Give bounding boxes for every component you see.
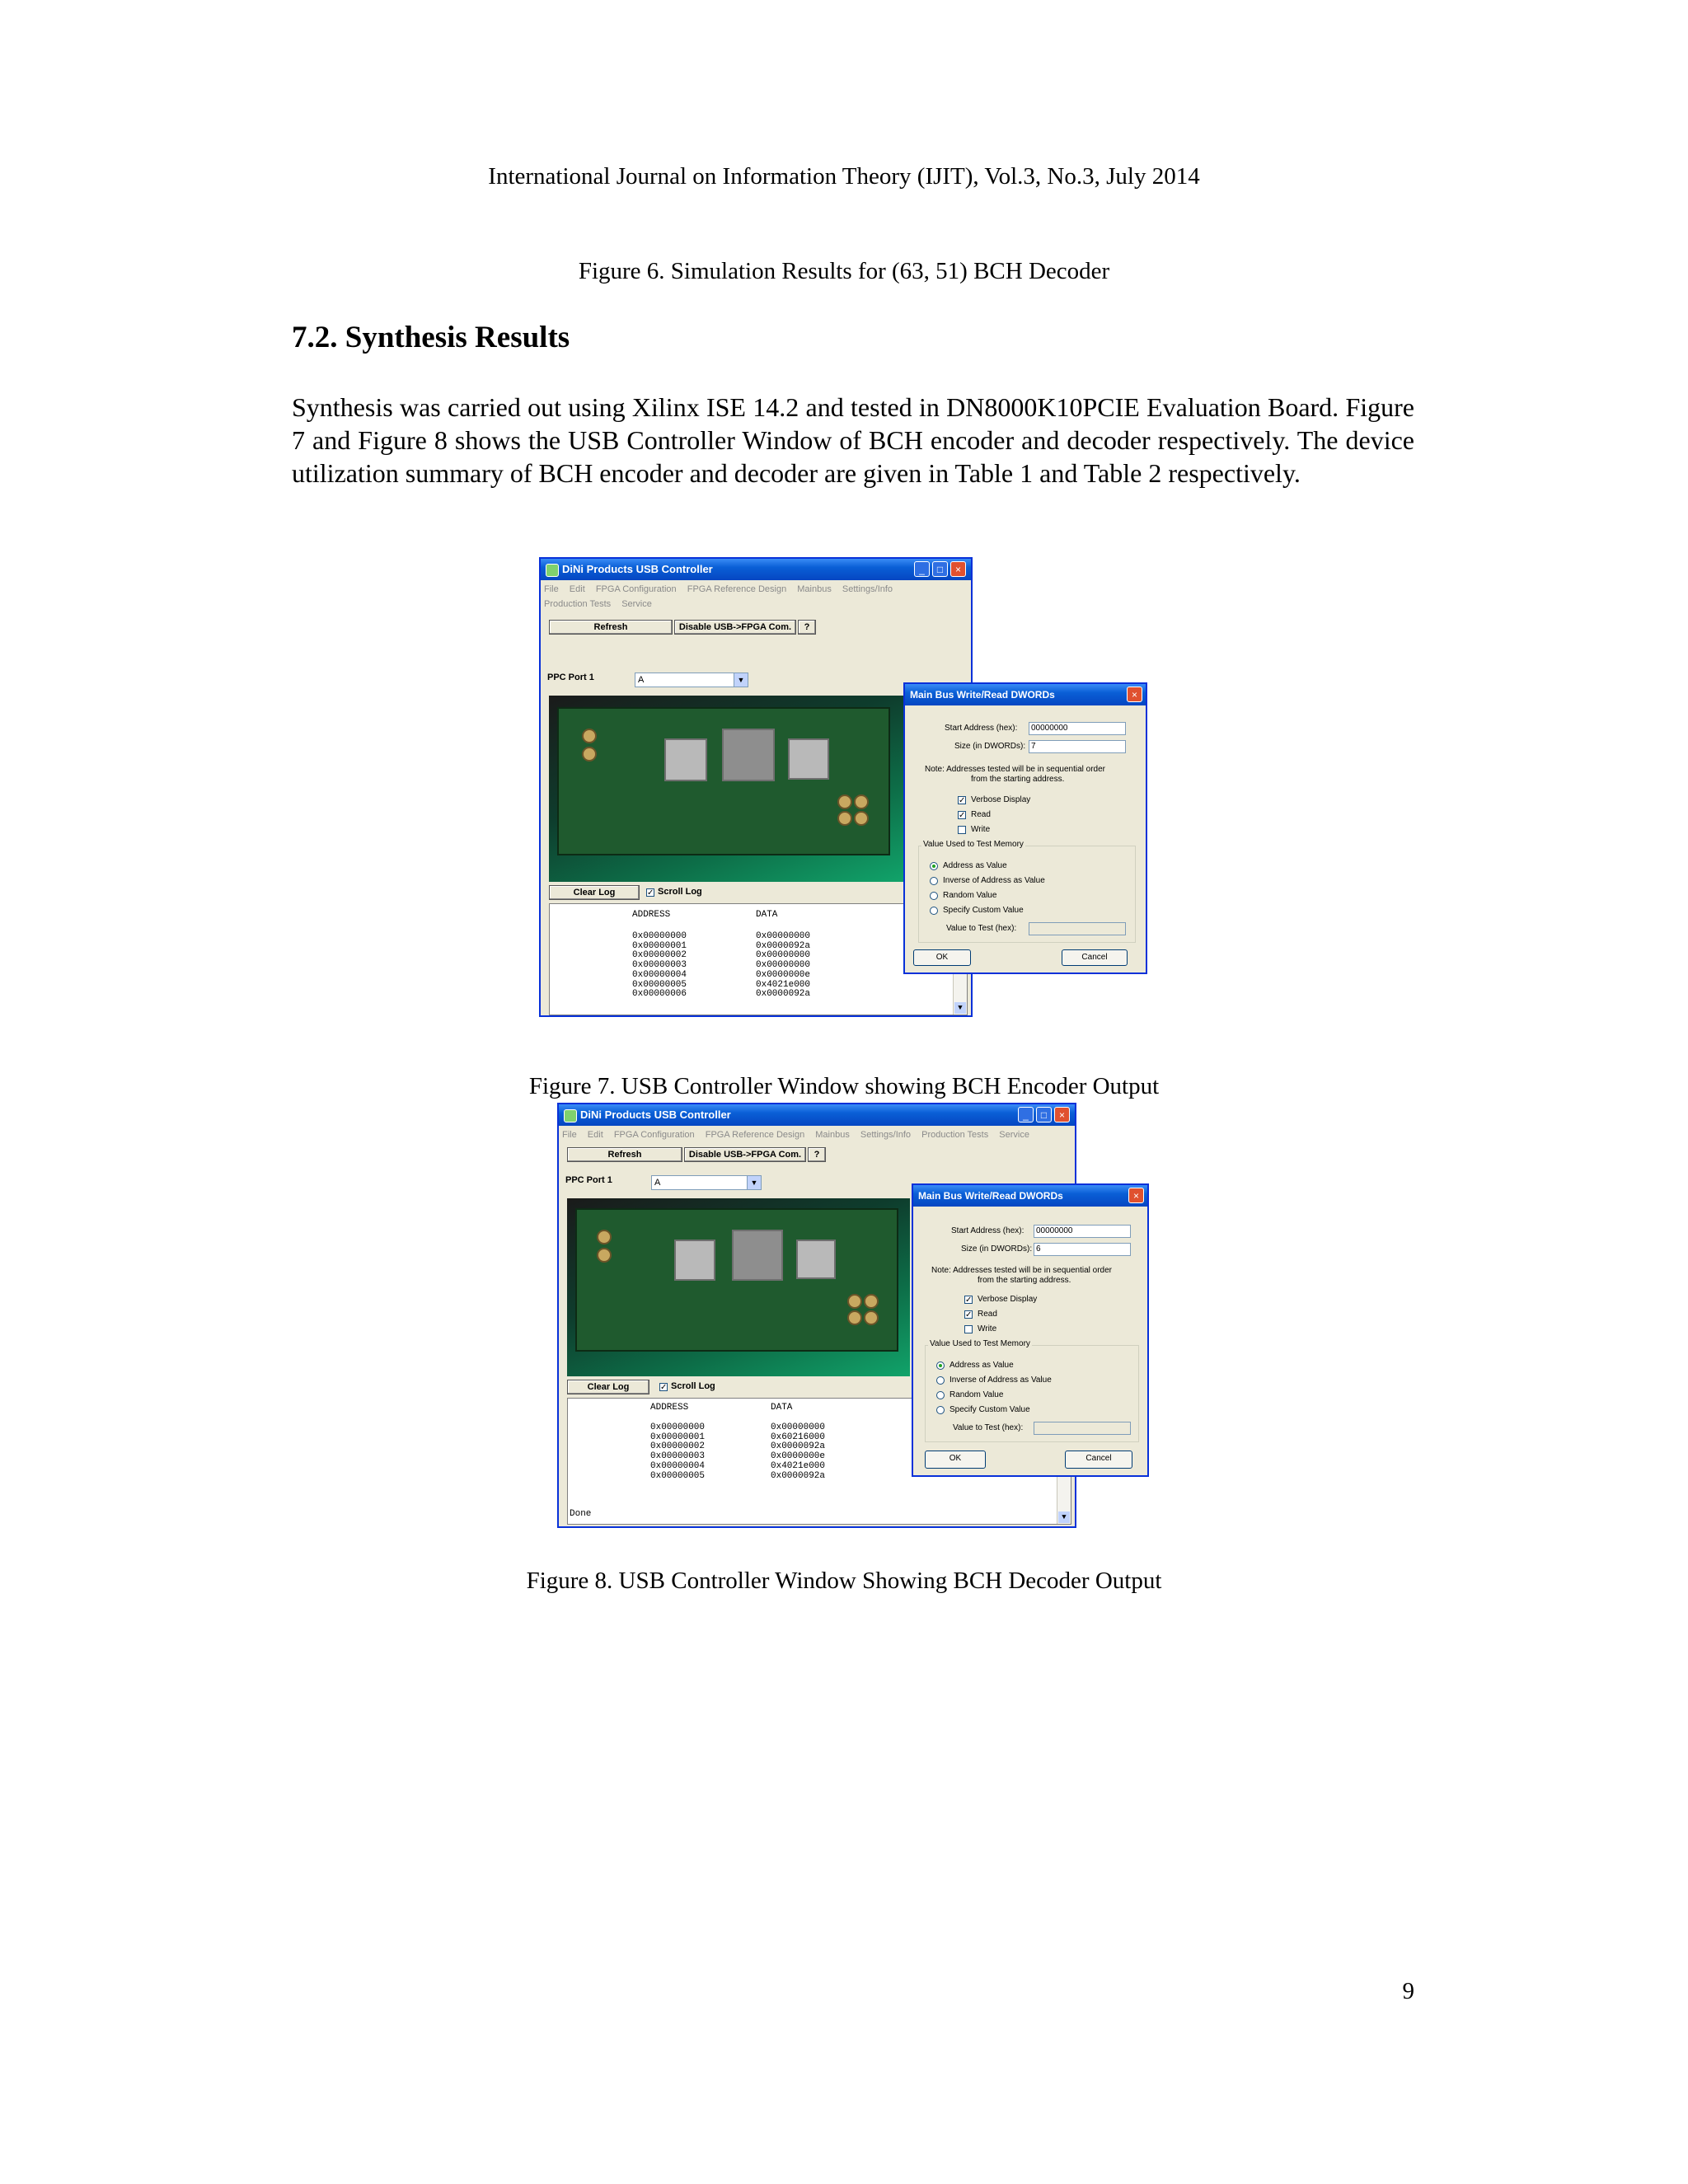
window-title: DiNi Products USB Controller <box>562 563 713 575</box>
menu-fpga-reference-design[interactable]: FPGA Reference Design <box>705 1130 805 1140</box>
minimize-icon[interactable]: _ <box>914 561 930 577</box>
help-button[interactable]: ? <box>808 1147 826 1162</box>
size-label: Size (in DWORDs): <box>961 1244 1033 1254</box>
capacitor <box>597 1248 612 1263</box>
checkbox-checked-icon[interactable]: ✓ <box>647 888 654 898</box>
menu-bar <box>562 1127 1071 1142</box>
radio-inverse-label: Inverse of Address as Value <box>950 1376 1052 1385</box>
capacitor <box>854 794 869 809</box>
note-line-2: from the starting address. <box>971 775 1065 784</box>
log-header-data: DATA <box>771 1403 793 1413</box>
disable-usb-button[interactable]: Disable USB->FPGA Com. <box>684 1147 806 1162</box>
refresh-button[interactable]: Refresh <box>567 1147 682 1162</box>
ppc-port-value: A <box>638 675 645 685</box>
app-icon <box>546 564 559 577</box>
close-icon[interactable]: × <box>1128 1188 1144 1203</box>
log-status: Done <box>570 1509 592 1519</box>
value-group-title: Value Used to Test Memory <box>930 1339 1030 1348</box>
start-address-input[interactable]: 00000000 <box>1034 1225 1131 1238</box>
size-input[interactable]: 6 <box>1034 1243 1131 1256</box>
radio-selected-icon[interactable] <box>930 862 938 870</box>
fpga-chip <box>664 738 707 781</box>
board-photo <box>549 696 903 882</box>
read-label: Read <box>971 810 991 819</box>
checkbox-checked-icon[interactable]: ✓ <box>959 796 966 805</box>
ppc-port-value: A <box>654 1178 661 1188</box>
radio-random[interactable] <box>936 1391 945 1399</box>
scroll-arrow-icon[interactable]: ▼ <box>954 1002 966 1014</box>
help-button[interactable]: ? <box>798 620 816 635</box>
capacitor <box>837 794 852 809</box>
fpga-chip <box>796 1240 836 1279</box>
ok-button[interactable]: OK <box>925 1451 986 1469</box>
disable-usb-button[interactable]: Disable USB->FPGA Com. <box>674 620 796 635</box>
verbose-display-label: Verbose Display <box>971 795 1031 804</box>
refresh-button[interactable]: Refresh <box>549 620 673 635</box>
checkbox-empty[interactable] <box>958 826 966 834</box>
menu-fpga-configuration[interactable]: FPGA Configuration <box>595 584 677 594</box>
fpga-chip <box>674 1240 715 1281</box>
figure-7-caption: Figure 7. USB Controller Window showing BCH Encoder Output <box>528 1073 1160 1099</box>
value-test-label: Value to Test (hex): <box>946 924 1017 933</box>
value-test-input[interactable] <box>1034 1422 1131 1435</box>
log-addresses: 0x00000000 0x00000001 0x00000002 0x00000003 0x00000004 0x00000005 0x00000006 <box>632 931 687 1000</box>
log-header-address: ADDRESS <box>650 1403 689 1413</box>
capacitor <box>854 811 869 826</box>
value-test-input[interactable] <box>1029 922 1126 935</box>
main-bus-dialog <box>912 1183 1149 1477</box>
ppc-port-label: PPC Port 1 <box>565 1175 612 1185</box>
note-line-1: Note: Addresses tested will be in sequential order <box>931 1266 1113 1275</box>
radio-custom-label: Specify Custom Value <box>950 1405 1030 1414</box>
window-title: DiNi Products USB Controller <box>580 1108 731 1121</box>
checkbox-checked-icon[interactable]: ✓ <box>959 811 966 820</box>
figure-8-caption: Figure 8. USB Controller Window Showing BCH Decoder Output <box>526 1568 1162 1594</box>
radio-inverse[interactable] <box>930 877 938 885</box>
scroll-log-label: Scroll Log <box>671 1381 715 1391</box>
radio-custom[interactable] <box>930 907 938 915</box>
menu-mainbus[interactable]: Mainbus <box>815 1130 850 1140</box>
capacitor <box>582 747 597 762</box>
size-input[interactable]: 7 <box>1029 740 1126 753</box>
verbose-display-label: Verbose Display <box>978 1295 1038 1304</box>
running-header: International Journal on Information Theory (IJIT), Vol.3, No.3, July 2014 <box>488 163 1200 190</box>
ok-button[interactable]: OK <box>913 949 971 966</box>
log-addresses: 0x00000000 0x00000001 0x00000002 0x00000003 0x00000004 0x00000005 <box>650 1422 706 1481</box>
section-heading: 7.2. Synthesis Results <box>292 321 570 354</box>
page-number: 9 <box>1402 1978 1414 2004</box>
value-group-title: Value Used to Test Memory <box>923 840 1024 849</box>
radio-inverse[interactable] <box>936 1376 945 1385</box>
start-address-input[interactable]: 00000000 <box>1029 722 1126 735</box>
minimize-icon[interactable]: _ <box>1018 1107 1034 1122</box>
clear-log-button[interactable]: Clear Log <box>567 1380 649 1394</box>
capacitor <box>864 1310 879 1325</box>
note-line-2: from the starting address. <box>978 1276 1071 1285</box>
radio-custom[interactable] <box>936 1406 945 1414</box>
dialog-titlebar <box>913 1185 1147 1207</box>
log-data-values: 0x00000000 0x60216000 0x0000092a 0x0000000e 0x4021e000 0x0000092a <box>771 1422 826 1481</box>
checkbox-checked-icon[interactable]: ✓ <box>965 1310 973 1319</box>
menu-fpga-configuration[interactable]: FPGA Configuration <box>613 1130 695 1140</box>
dialog-title: Main Bus Write/Read DWORDs <box>910 689 1055 701</box>
figure-6-caption: Figure 6. Simulation Results for (63, 51) BCH Decoder <box>578 258 1110 284</box>
radio-address-label: Address as Value <box>943 861 1007 870</box>
menu-mainbus[interactable]: Mainbus <box>797 584 832 594</box>
fpga-chip <box>788 738 829 780</box>
dropdown-arrow-icon[interactable]: ▼ <box>734 673 748 687</box>
ppc-port-label: PPC Port 1 <box>547 673 594 682</box>
log-header-data: DATA <box>756 910 778 920</box>
menu-file[interactable]: File <box>562 1130 577 1140</box>
close-icon[interactable]: × <box>1054 1107 1070 1122</box>
menu-production-tests[interactable]: Production Tests <box>921 1130 989 1140</box>
radio-inverse-label: Inverse of Address as Value <box>943 876 1045 885</box>
start-address-label: Start Address (hex): <box>951 1226 1025 1235</box>
menu-edit[interactable]: Edit <box>569 584 585 594</box>
maximize-icon[interactable]: □ <box>932 561 948 577</box>
board-photo <box>567 1198 910 1376</box>
menu-service[interactable]: Service <box>621 599 652 609</box>
dropdown-arrow-icon[interactable]: ▼ <box>747 1176 761 1189</box>
write-label: Write <box>978 1324 997 1333</box>
radio-random-label: Random Value <box>943 891 997 900</box>
close-icon[interactable]: × <box>1127 687 1142 702</box>
clear-log-button[interactable]: Clear Log <box>549 885 640 900</box>
menu-file[interactable]: File <box>544 584 559 594</box>
capacitor <box>847 1310 862 1325</box>
checkbox-empty[interactable] <box>964 1325 973 1333</box>
menu-settings-info[interactable]: Settings/Info <box>860 1130 912 1140</box>
read-label: Read <box>978 1310 997 1319</box>
capacitor <box>597 1230 612 1244</box>
window-titlebar <box>559 1104 1075 1126</box>
capacitor <box>847 1294 862 1309</box>
close-icon[interactable]: × <box>950 561 966 577</box>
value-test-label: Value to Test (hex): <box>953 1423 1024 1432</box>
menu-service[interactable]: Service <box>999 1130 1029 1140</box>
checkbox-checked-icon[interactable]: ✓ <box>660 1383 668 1392</box>
body-paragraph: Synthesis was carried out using Xilinx ISE 14.2 and tested in DN8000K10PCIE Evaluation Board. Figure 7 and Figure 8 shows the USB Controller Window of BCH encoder and decoder respectively. The device utilization summary of BCH encoder and decoder are given in Table 1 and Table 2 respectively. <box>292 392 1414 488</box>
capacitor <box>837 811 852 826</box>
main-bus-dialog <box>903 682 1147 974</box>
fpga-chip <box>722 729 775 781</box>
figure-7 <box>539 557 1149 1019</box>
maximize-icon[interactable]: □ <box>1036 1107 1052 1122</box>
radio-selected-icon[interactable] <box>936 1361 945 1370</box>
window-titlebar <box>541 559 971 580</box>
menu-settings-info[interactable]: Settings/Info <box>842 584 893 594</box>
radio-address-label: Address as Value <box>950 1361 1014 1370</box>
dialog-title: Main Bus Write/Read DWORDs <box>918 1190 1063 1202</box>
dialog-titlebar <box>905 684 1146 705</box>
checkbox-checked-icon[interactable]: ✓ <box>965 1296 973 1305</box>
capacitor <box>582 729 597 743</box>
scroll-log-label: Scroll Log <box>658 887 702 897</box>
cancel-button[interactable]: Cancel <box>1062 949 1128 966</box>
log-data-values: 0x00000000 0x0000092a 0x00000000 0x00000000 0x0000000e 0x4021e000 0x0000092a <box>756 931 811 1000</box>
fpga-chip <box>732 1230 783 1281</box>
note-line-1: Note: Addresses tested will be in sequential order <box>925 765 1106 774</box>
app-icon <box>564 1109 577 1122</box>
write-label: Write <box>971 825 991 834</box>
menu-production-tests[interactable]: Production Tests <box>544 599 612 609</box>
menu-fpga-reference-design[interactable]: FPGA Reference Design <box>687 584 787 594</box>
scroll-arrow-icon[interactable]: ▼ <box>1058 1511 1070 1523</box>
radio-custom-label: Specify Custom Value <box>943 906 1024 915</box>
log-header-address: ADDRESS <box>632 910 671 920</box>
cancel-button[interactable]: Cancel <box>1065 1451 1132 1469</box>
figure-8 <box>557 1103 1151 1530</box>
capacitor <box>864 1294 879 1309</box>
ppc-port-select[interactable] <box>651 1175 762 1190</box>
start-address-label: Start Address (hex): <box>945 724 1018 733</box>
radio-random-label: Random Value <box>950 1390 1004 1399</box>
ppc-port-select[interactable] <box>635 673 748 687</box>
menu-edit[interactable]: Edit <box>587 1130 603 1140</box>
size-label: Size (in DWORDs): <box>954 742 1026 751</box>
radio-random[interactable] <box>930 892 938 900</box>
menu-bar <box>544 582 968 612</box>
